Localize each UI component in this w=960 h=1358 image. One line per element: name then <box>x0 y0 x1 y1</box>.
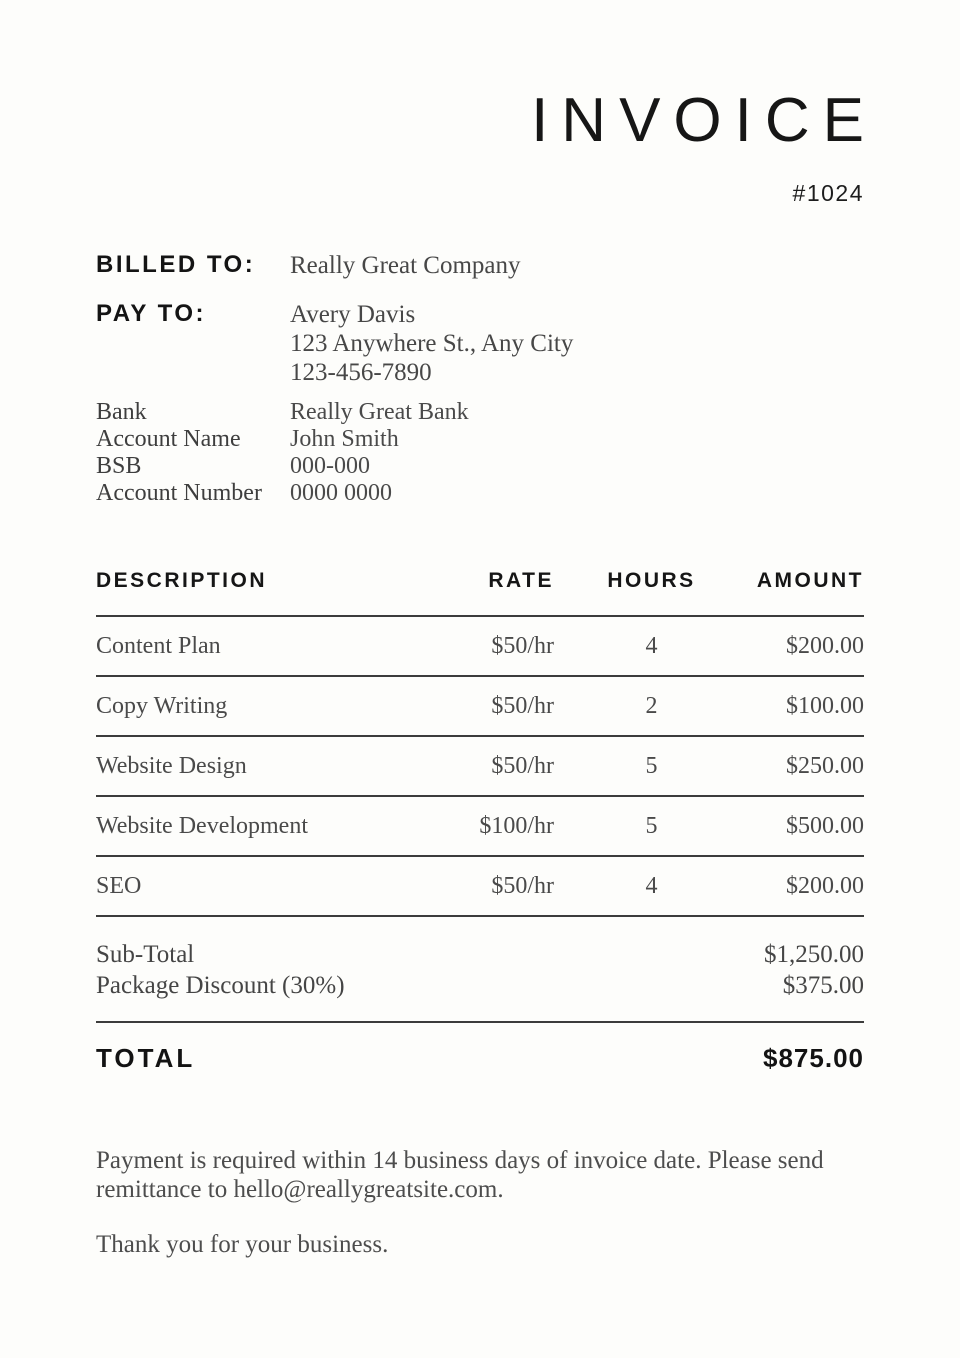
thank-you-note: Thank you for your business. <box>96 1231 389 1258</box>
table-row <box>96 677 864 735</box>
invoice-number: #1024 <box>792 180 864 206</box>
discount-value: $375.00 <box>782 972 864 999</box>
item-amount: $100.00 <box>786 693 864 719</box>
bank-detail-row <box>96 399 864 426</box>
divider <box>96 915 864 917</box>
bank-label: Bank <box>96 399 147 425</box>
table-row <box>96 857 864 915</box>
bsb-value: 000-000 <box>290 453 370 479</box>
item-rate: $50/hr <box>491 633 554 659</box>
pay-to-row <box>96 300 864 387</box>
item-description: Copy Writing <box>96 693 228 719</box>
bank-value: Really Great Bank <box>290 399 469 425</box>
divider <box>96 1021 864 1023</box>
total-value: $875.00 <box>763 1043 864 1073</box>
billed-to-row <box>96 251 864 280</box>
item-rate: $50/hr <box>491 753 554 779</box>
item-amount: $250.00 <box>786 753 864 779</box>
table-row <box>96 797 864 855</box>
table-header-row <box>96 569 864 593</box>
bank-detail-row <box>96 426 864 453</box>
billed-to-label: BILLED TO: <box>96 251 256 278</box>
header-hours: HOURS <box>607 569 696 592</box>
account-name-label: Account Name <box>96 426 241 452</box>
item-rate: $100/hr <box>479 813 554 839</box>
discount-row <box>96 970 864 1001</box>
item-amount: $500.00 <box>786 813 864 839</box>
pay-to-label: PAY TO: <box>96 300 206 327</box>
item-amount: $200.00 <box>786 633 864 659</box>
bsb-label: BSB <box>96 453 142 479</box>
item-rate: $50/hr <box>491 873 554 899</box>
item-description: Content Plan <box>96 633 221 659</box>
discount-label: Package Discount (30%) <box>96 972 345 999</box>
item-description: Website Development <box>96 813 309 839</box>
payee-phone: 123-456-7890 <box>290 359 432 386</box>
item-amount: $200.00 <box>786 873 864 899</box>
subtotal-row <box>96 939 864 970</box>
account-name-value: John Smith <box>290 426 399 452</box>
item-hours: 4 <box>645 873 658 899</box>
item-rate: $50/hr <box>491 693 554 719</box>
item-description: Website Design <box>96 753 247 779</box>
item-hours: 2 <box>645 693 658 719</box>
page-title: INVOICE <box>531 86 877 155</box>
bank-detail-row <box>96 453 864 480</box>
header-amount: AMOUNT <box>756 569 864 592</box>
billed-to-value: Really Great Company <box>290 252 521 279</box>
header-description: DESCRIPTION <box>96 569 268 592</box>
item-hours: 4 <box>645 633 658 659</box>
payee-address: 123 Anywhere St., Any City <box>290 330 574 357</box>
subtotal-value: $1,250.00 <box>764 941 864 968</box>
totals-section <box>96 939 864 1074</box>
account-number-label: Account Number <box>96 480 262 506</box>
subtotal-label: Sub-Total <box>96 941 195 968</box>
table-row <box>96 737 864 795</box>
item-hours: 5 <box>645 753 658 779</box>
account-number-value: 0000 0000 <box>290 480 392 506</box>
total-label: TOTAL <box>96 1043 196 1073</box>
bank-details <box>96 399 864 507</box>
payee-name: Avery Davis <box>290 301 416 328</box>
footer-section <box>96 1146 864 1259</box>
bank-detail-row <box>96 480 864 507</box>
item-hours: 5 <box>645 813 658 839</box>
payment-terms: Payment is required within 14 business days of invoice date. Please send remittance to hello@reallygreatsite.com. <box>96 1147 824 1203</box>
pay-to-value <box>290 300 573 387</box>
item-description: SEO <box>96 873 142 899</box>
billing-section <box>96 251 864 507</box>
line-items-table <box>96 569 864 917</box>
total-row <box>96 1043 864 1074</box>
table-row <box>96 617 864 675</box>
header-rate: RATE <box>488 569 554 592</box>
